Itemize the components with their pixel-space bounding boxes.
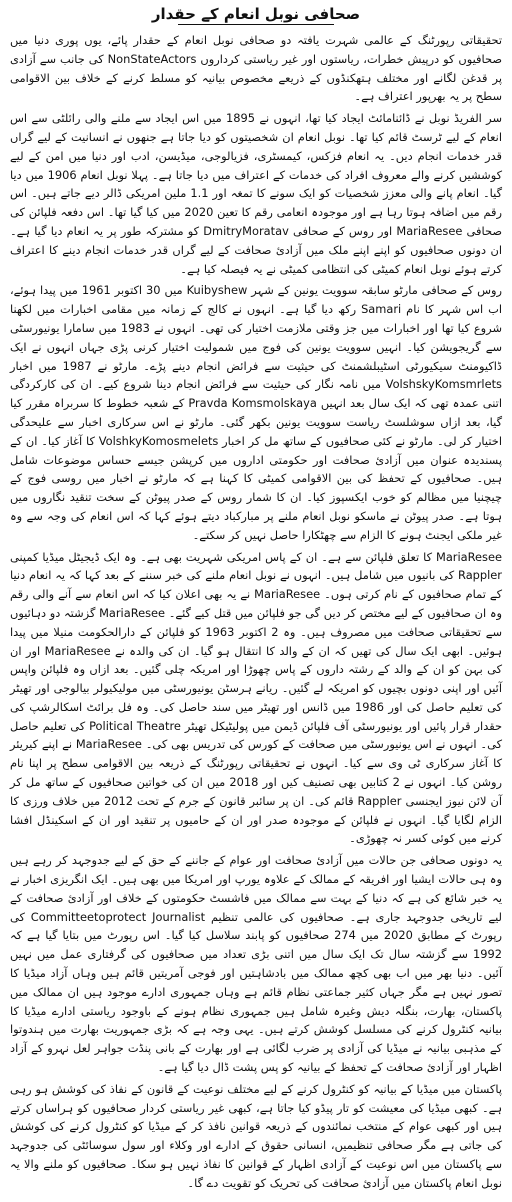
article-body (10, 31, 502, 1193)
article-title: صحافی نوبل انعام کے حقدار (151, 5, 361, 23)
paragraph-maria-ressa: MariaResee کا تعلق فلپائن سے ہے۔ ان کے پاس امریکی شہریت بھی ہے۔ وہ ایک ڈیجیٹل میڈیا کمپنی Rappler کی بانیوں میں شامل ہیں۔ انہوں نے نوبل انعام ملنے کی خبر سننے کے بعد کہا کہ یہ انعام دنیا کے تمام صحافیوں کے نام کرتی ہوں۔ MariaResee نے یہ بھی اعلان کیا کہ اس انعام سے آنے والی رقم وہ ان صحافیوں کے لیے مختص کر دیں گی جو فلپائن میں قتل کیے گئے۔ MariaResee گزشتہ دو دہائیوں سے تحقیقاتی صحافت میں مصروف ہیں۔ وہ 2 اکتوبر 1963 کو فلپائن کے دارالحکومت منیلا میں پیدا ہوئیں۔ ابھی ایک سال کی تھیں کہ ان کے والد کا انتقال ہو گیا۔ ان کی والدہ نے MariaResee اور ان کی بہن کو ان کے والد کے رشتہ داروں کے پاس چھوڑا اور امریکہ چلی گئیں۔ بعد ازاں وہ فلپائن واپس آئیں اور اپنی دونوں بچیوں کو امریکہ لے گئیں۔ ریانے ہرسٹن یونیورسٹی میں مولیکیولر بیالوجی اور تھیٹر کی تعلیم حاصل کی اور 1986 میں ڈانس اور تھیٹر میں سند حاصل کی۔ وہ فل برائٹ اسکالرشپ کی حقدار قرار پائیں اور یونیورسٹی آف فلپائن ڈیمن میں پولیٹیکل تھیٹر Political Theatre کی تعلیم حاصل کی۔ انہوں نے اس یونیورسٹی میں صحافت کے کورس کی تدریس بھی کی۔ MariaResee نے اپنے کیریئر کا آغاز سرکاری ٹی وی سے کیا۔ انہوں نے تحقیقاتی رپورٹنگ کے ذریعہ بین الاقوامی سطح پر اپنا نام روشن کیا۔ انہوں نے 2 کتابیں بھی تصنیف کیں اور 2018 میں ان کی خواتین صحافیوں کے ساتھ مل کر آن لائن نیوز ایجنسی Rappler قائم کی۔ ان پر سائبر قانون کے جرم کے تحت 2012 میں خلاف ورزی کا الزام لگایا گیا۔ انہوں نے فلپائن کے موجودہ صدر اور ان کے حامیوں پر تنقید اور ان کے اسکینڈل افشا کرنے میں کوئی کسر نہ چھوڑی۔ (10, 549, 503, 846)
title-underline (178, 24, 334, 25)
paragraph-intro: تحقیقاتی رپورٹنگ کے عالمی شہرت یافتہ دو صحافی نوبل انعام کے حقدار پائے، یوں پوری دنیا میں صحافیوں کو درپیش خطرات، ریاستوں اور غیر ریاستی کرداروں NonStateActors کی جانب سے آزادی پر قدغن لگانے اور مختلف ہتھکنڈوں کے ذریعے مخصوص بیانیہ کو مسلط کرنے کے خلاف بین الاقوامی سطح پر یہ بھرپور اعتراف ہے۔ (10, 33, 502, 104)
paragraph-press-freedom: یہ دونوں صحافی جن حالات میں آزادیٔ صحافت اور عوام کے جاننے کے حق کے لیے جدوجہد کر رہے ہیں وہ ہی حالات ایشیا اور افریقہ کے ممالک کے علاوہ یورپ اور امریکا میں بھی ہیں۔ ایک انگریزی اخبار نے یہ خبر شائع کی ہے کہ دنیا کے بہت سے ممالک میں فاشسٹ حکومتوں کے خلاف اور آزادیٔ صحافت کے لیے تاریخی جدوجہد جاری ہے۔ صحافیوں کی عالمی تنظیم Committeetoprotect Journalist کی رپورٹ کے مطابق 2020 میں 274 صحافیوں کو پابند سلاسل کیا گیا۔ اس رپورٹ میں بتایا گیا ہے کہ 1992 سے گزشتہ سال تک ایک سال میں اتنی بڑی تعداد میں صحافیوں کی گرفتاری عمل میں نہیں آئیں۔ دنیا بھر میں اب بھی کچھ ممالک میں بادشاہتیں اور فوجی آمریتیں قائم ہیں وہاں آزاد میڈیا کا تصور نہیں ہے مگر جہاں کثیر جماعتی نظام قائم ہے وہاں جمہوری ادارے موجود ہیں ان ممالک میں پاکستان، بھارت، بنگلہ دیش وغیرہ شامل ہیں جمہوری نظام ہونے کے باوجود ریاستی ادارے میڈیا کا بیانیہ کنٹرول کرنے کی مسلسل کوشش کرتے ہیں۔ یہی وجہ ہے کہ بڑی جمہوریت بھارت میں ہندوتوا کے مذہبی بیانیہ نے میڈیا کی آزادی پر ضرب لگائی ہے اور بھارت کے بانی پنڈت جواہر لعل نہرو کے آزاد اظہار اور آزادیٔ صحافت کے تحفظ کے بیانیہ کو پس پشت ڈال دیا گیا ہے۔ (10, 853, 503, 1075)
paragraph-nobel-history: سر الفریڈ نوبل نے ڈائنامائٹ ایجاد کیا تھا، انہوں نے 1895 میں اس ایجاد سے ملنے والی رائلٹی سے اس انعام کے لیے ٹرسٹ قائم کیا تھا۔ نوبل انعام ان شخصیتوں کو دیا جاتا ہے جنھوں نے انسانیت کے لیے گراں قدر خدمات انجام دیں۔ یہ انعام فزکس، کیمسٹری، فزیالوجی، میڈیسن، ادب اور دنیا میں امن کے لیے کوششیں کرنے والے معروف افراد کی خدمات کے اعتراف میں دیا جاتا ہے۔ پہلا نوبل انعام 1906 میں دیا گیا۔ انعام پانے والی معزز شخصیات کو ایک سونے کا تمغہ اور 1.1 ملین امریکی ڈالر دیے جاتے ہیں۔ اس رقم میں اضافہ ہوتا رہا ہے اور موجودہ انعامی رقم کا تعین 2020 میں کیا گیا تھا۔ اس دفعہ فلپائن کی صحافی MariaResee اور روس کے صحافی DmitryMoratav کو مشترکہ طور پر یہ انعام دیا گیا ہے۔ ان دونوں صحافیوں کو اپنے اپنے ملک میں آزادیٔ صحافت کے لیے گراں قدر خدمات انجام دینے کا اعتراف کرتے ہوئے نوبل انعام کمیٹی کی انتظامی کمیٹی نے یہ فیصلہ کیا ہے۔ (10, 111, 503, 276)
paragraph-muratov: روس کے صحافی مارٹو سابقہ سوویت یونین کے شہر Kuibyshew میں 30 اکتوبر 1961 میں پیدا ہوئے، اب اس شہر کا نام Samari رکھ دیا گیا ہے۔ انہوں نے کالج کے زمانہ میں مقامی اخبارات میں لکھنا شروع کیا تھا اور اخبارات میں جز وقتی ملازمت اختیار کی تھی۔ انہوں نے 1983 میں سامارا یونیورسٹی سے گریجویشن کیا۔ انہیں سوویت یونین کی فوج میں شمولیت اختیار کرنی پڑی جہاں انہوں نے ایک ڈاکیومنٹ سیکیورٹی اسٹیبلشمنٹ کی حیثیت سے فرائض انجام دینے پڑے۔ مارٹو نے 1987 میں اخبار VolshskyKomsmrlets میں نامہ نگار کی حیثیت سے فرائض انجام دینا شروع کیے۔ ان کی کارکردگی اتنی عمدہ تھی کہ ایک سال بعد انہیں Pravda Komsmolskaya کے شعبہ خطوط کا سربراہ مقرر کیا گیا، بعد ازاں سوشلسٹ ریاست سوویت یونین بکھر گئی۔ مارٹو نے اس سرکاری اخبار سے علیحدگی اختیار کر لی۔ مارٹو نے کئی صحافیوں کے ساتھ مل کر اخبار VolshkyKomosmelets کا آغاز کیا۔ ان کے پسندیدہ عنوان میں آزادیٔ صحافت اور حکومتی اداروں میں کرپشن جیسے حساس موضوعات شامل ہیں۔ صحافیوں کے تحفظ کی بین الاقوامی کمیٹی کا کہنا ہے کہ مارٹو نے اخبار میں روسی فوج کے چیچنیا میں مظالم کو خوب ایکسپوز کیا۔ ان کا شمار روس کے صدر پیوٹن کے سخت تنقید نگاروں میں ہوتا ہے۔ صدر پیوٹن نے ماسکو نوبل انعام ملنے پر مبارکباد دیتے ہوئے کہا کہ اس انعام کی وجہ سے وہ غیر ملکی ایجنٹ ہونے کا الزام سے چھٹکارا حاصل نہیں کر سکتے۔ (10, 283, 503, 542)
paragraph-pakistan: پاکستان میں میڈیا کے بیانیہ کو کنٹرول کرنے کے لیے مختلف نوعیت کے قانون کے نفاذ کی کوشش ہو رہی ہے۔ کبھی میڈیا کی معیشت کو تار پیڈو کیا جاتا ہے، کبھی غیر ریاستی کردار صحافیوں کو ہراساں کرتے ہیں اور کبھی عوام کے منتخب نمائندوں کے ذریعہ قوانین نافذ کر کے میڈیا کو کنٹرول کرنے کی کوشش کی جاتی ہے مگر صحافی تنظیمیں، انسانی حقوق کے ادارے اور وکلاء اور سول سوسائٹی کی جدوجہد سے پاکستان میں اس نوعیت کے آزادی اظہار کے قوانین کا نفاذ نہیں ہو سکا۔ صحافیوں کو ملنے والا یہ نوبل انعام پاکستان میں آزادیٔ صحافت کی تحریک کو تقویت دے گا۔ (10, 1081, 502, 1190)
